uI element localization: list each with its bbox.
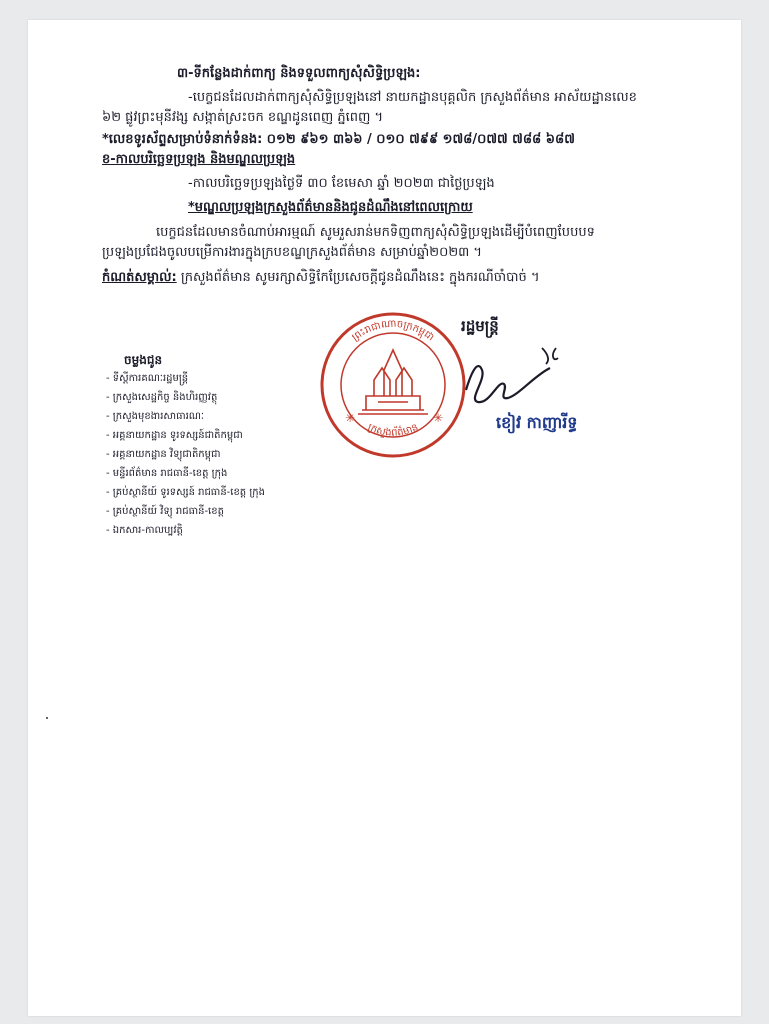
- address-line-2: ៦២ ផ្លូវព្រះមុនីវង្ស សង្កាត់ស្រះចក ខណ្ឌដូនពេញ ភ្នំពេញ ។: [102, 110, 384, 125]
- angkor-temple-emblem: [358, 350, 428, 414]
- address-line-1: -បេក្ខជនដែលដាក់ពាក្យសុំសិទ្ធិប្រឡងនៅ នាយកដ្ឋានបុគ្គលិក ក្រសួងព័ត៌មាន អាស័យដ្ឋានលេខ: [188, 90, 637, 105]
- handwritten-signature: [438, 340, 568, 420]
- cc-item: - អគ្គនាយកដ្ឋាន វិទ្យុជាតិកម្ពុជា: [106, 449, 221, 460]
- seal-top-text: ព្រះរាជាណាចក្រកម្ពុជា: [350, 318, 436, 344]
- cc-title: ចម្លងជូន: [124, 353, 163, 367]
- note-label: កំណត់សម្គាល់:: [102, 270, 177, 285]
- section-b-heading: ខ-កាលបរិច្ឆេទប្រឡង និងមណ្ឌលប្រឡង: [102, 152, 296, 167]
- cc-item: - ឯកសារ-កាលប្បវត្តិ: [106, 525, 183, 536]
- cc-item: - ទីស្តីការគណៈរដ្ឋមន្ត្រី: [106, 373, 189, 384]
- section-3-heading: ៣-ទីកន្លែងដាក់ពាក្យ និងទទួលពាក្យសុំសិទ្ធិប្រឡង:: [177, 66, 421, 81]
- cc-item: - ក្រសួងមុខងារសាធារណៈ: [106, 411, 205, 422]
- star-icon-right: ✳: [433, 411, 444, 425]
- minister-name: ខៀវ កាញារីទ្ធ: [496, 413, 578, 432]
- exam-center-line: *មណ្ឌលប្រឡងក្រសួងព័ត៌មាននិងជូនដំណឹងនៅពេលក្រោយ: [188, 200, 473, 215]
- note-text: ក្រសួងព័ត៌មាន សូមរក្សាសិទ្ធិកែប្រែសេចក្តីជូនដំណឹងនេះ ក្នុងករណីចាំបាច់ ។: [176, 270, 540, 285]
- star-icon-left: ✳: [345, 411, 356, 425]
- cc-item: - មន្ទីរព័ត៌មាន រាជធានី-ខេត្ត ក្រុង: [106, 468, 228, 479]
- exam-date-line: -កាលបរិច្ឆេទប្រឡងថ្ងៃទី ៣០ ខែមេសា ឆ្នាំ ២០២៣ ជាថ្ងៃប្រឡង: [188, 176, 495, 191]
- cc-item: - ក្រសួងសេដ្ឋកិច្ច និងហិរញ្ញវត្ថុ: [106, 392, 218, 403]
- document-page: [28, 20, 741, 1016]
- phone-line: *លេខទូរស័ព្ទសម្រាប់ទំនាក់ទំនង: ០១២ ៩៦១ ៣៦៦ / ០១០ ៧៩៩ ១៧៨/០៧៧ ៧៨៨ ៦៨៧: [102, 132, 575, 147]
- cc-item: - គ្រប់ស្ថានីយ៍ ទូរទស្សន៍ រាជធានី-ខេត្ត ក្រុង: [106, 487, 265, 498]
- note-line: [102, 270, 540, 286]
- cc-item: - អគ្គនាយកដ្ឋាន ទូរទស្សន៍ជាតិកម្ពុជា: [106, 430, 243, 441]
- paragraph-line-1: បេក្ខជនដែលមានចំណាប់អារម្មណ៍ សូមរួសរាន់មកទិញពាក្យសុំសិទ្ធិប្រឡងដើម្បីបំពេញបែបបទ: [156, 225, 595, 240]
- signature-title: រដ្ឋមន្ត្រី: [461, 317, 499, 335]
- cc-item: - គ្រប់ស្ថានីយ៍ វិទ្យុ រាជធានី-ខេត្ត: [106, 506, 224, 517]
- paragraph-line-2: ប្រឡងប្រជែងចូលបម្រើការងារក្នុងក្របខណ្ឌក្រសួងព័ត៌មាន សម្រាប់ឆ្នាំ២០២៣ ។: [102, 245, 482, 260]
- scan-speck: [46, 717, 48, 719]
- seal-bottom-text: ក្រសួងព័ត៌មាន: [365, 421, 421, 439]
